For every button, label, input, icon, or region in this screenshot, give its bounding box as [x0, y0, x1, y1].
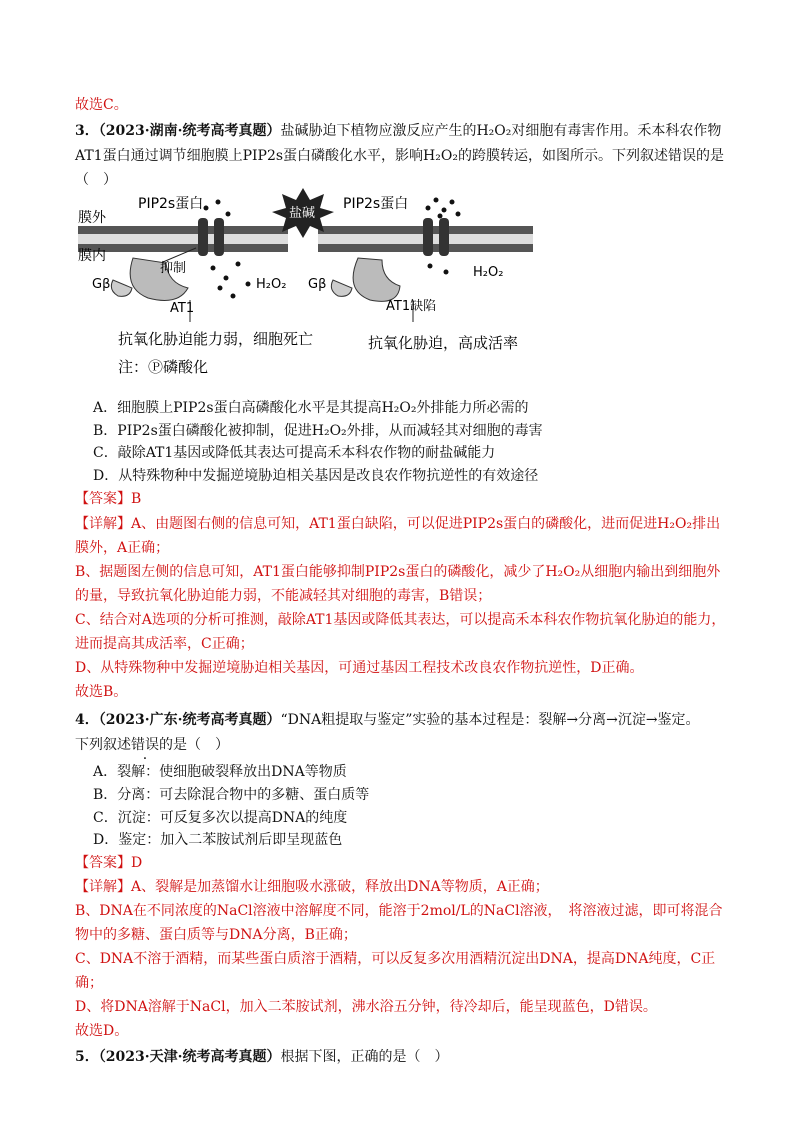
q3-stem-line-2: AT1蛋白通过调节细胞膜上PIP2s蛋白磷酸化水平，影响H₂O₂的跨膜转运，如图所示。下列叙述错误的是: [75, 148, 724, 164]
q5-stem-line-1: [75, 1047, 448, 1067]
q3-detail-1: 【详解】A、由题图右侧的信息可知，AT1蛋白缺陷，可以促进PIP2s蛋白的磷酸化，进而促进H₂O₂排出: [75, 516, 721, 532]
label-salt: 盐碱: [289, 206, 316, 221]
label-inside: 膜内: [78, 248, 106, 264]
q4-stem-post: 的是（ ）: [159, 737, 229, 753]
figure-note: 注：Ⓟ磷酸化: [118, 358, 209, 376]
q5-stem-text-1: 根据下图，正确的是（ ）: [280, 1049, 449, 1065]
q3-detail-5: C、结合对A选项的分析可推测，敲除AT1基因或降低其表达，可以提高禾本科农作物抗氧化胁迫的能力，: [75, 612, 726, 628]
q5-number: 5．: [75, 1049, 99, 1065]
gbeta-right-shape: [331, 280, 352, 296]
q4-option-c: C．沉淀：可反复多次以提高DNA的纯度: [93, 810, 348, 826]
result-right: 抗氧化胁迫，高成活率: [368, 334, 519, 352]
q3-option-b: B．PIP2s蛋白磷酸化被抑制，促进H₂O₂外排，从而减轻其对细胞的毒害: [93, 423, 543, 439]
q3-stem-line-1: [75, 121, 721, 141]
q4-detail-7: 故选D。: [75, 1023, 129, 1039]
q3-option-d: D．从特殊物种中发掘逆境胁迫相关基因是改良农作物抗逆性的有效途径: [93, 468, 539, 484]
q3-detail-6: 进而提高其成活率，C正确；: [75, 636, 254, 652]
membrane-left: [78, 226, 288, 252]
q4-option-b: B．分离：可去除混合物中的多糖、蛋白质等: [93, 787, 370, 803]
q3-option-a: A．细胞膜上PIP2s蛋白高磷酸化水平是其提高H₂O₂外排能力所必需的: [93, 400, 529, 416]
label-outside: 膜外: [78, 210, 106, 226]
at1-missing-shape: [353, 258, 400, 301]
q4-stem-emphasis: 错误: [131, 737, 159, 753]
q4-detail-6: D、将DNA溶解于NaCl，加入二苯胺试剂，沸水浴五分钟，待冷却后，能呈现蓝色，D错误。: [75, 999, 657, 1015]
q4-detail-5: 确；: [75, 975, 103, 991]
q4-stem-line-2: [75, 735, 229, 755]
q4-option-d: D．鉴定：加入二苯胺试剂后即呈现蓝色: [93, 832, 343, 848]
label-h2o2-left: H₂O₂: [256, 277, 287, 292]
label-gbeta-right: Gβ: [308, 277, 327, 292]
label-at1: AT1: [170, 301, 195, 316]
q3-detail-4: 的量，导致抗氧化胁迫能力弱，不能减轻其对细胞的毒害，B错误；: [75, 588, 492, 604]
q3-detail-7: D、从特殊物种中发掘逆境胁迫相关基因，可通过基因工程技术改良农作物抗逆性，D正确。: [75, 660, 644, 676]
q4-number: 4．: [75, 712, 99, 728]
q4-source: （2023·广东·统考高考真题）: [98, 712, 281, 728]
q4-detail-3: 物中的多糖、蛋白质等与DNA分离，B正确；: [75, 927, 357, 943]
q3-membrane-figure: [78, 188, 548, 388]
label-h2o2-right: H₂O₂: [473, 265, 504, 280]
q4-option-a: A．裂解：使细胞破裂释放出DNA等物质: [93, 764, 347, 780]
q4-stem-line-1: [75, 710, 700, 730]
q3-source: （2023·湖南·统考高考真题）: [98, 123, 281, 139]
q3-detail-8: 故选B。: [75, 684, 128, 700]
q4-answer: 【答案】D: [75, 855, 143, 871]
q3-detail-3: B、据题图左侧的信息可知，AT1蛋白能够抑制PIP2s蛋白的磷酸化，减少了H₂O₂从细胞内输出到细胞外: [75, 564, 721, 580]
previous-answer-conclusion: 故选C。: [75, 97, 128, 113]
q3-option-c: C．敲除AT1基因或降低其表达可提高禾本科农作物的耐盐碱能力: [93, 445, 496, 461]
q3-number: 3．: [75, 123, 99, 139]
q4-stem-text-1: “DNA粗提取与鉴定”实验的基本过程是：裂解→分离→沉淀→鉴定。: [280, 712, 700, 728]
q3-stem-line-3: （ ）: [75, 172, 117, 188]
q4-detail-1: 【详解】A、裂解是加蒸馏水让细胞吸水涨破，释放出DNA等物质，A正确；: [75, 879, 549, 895]
result-left: 抗氧化胁迫能力弱，细胞死亡: [118, 330, 314, 348]
gbeta-left-shape: [111, 280, 132, 296]
q3-detail-2: 膜外，A正确；: [75, 540, 170, 556]
q4-stem-pre: 下列叙述: [75, 737, 131, 753]
label-inhibit: 抑制: [160, 261, 187, 276]
q3-answer: 【答案】B: [75, 491, 142, 507]
label-pip2s-right: PIP2s蛋白: [343, 196, 409, 212]
q4-detail-2: B、DNA在不同浓度的NaCl溶液中溶解度不同，能溶于2mol/L的NaCl溶液， 将溶液过滤，即可将混合: [75, 903, 723, 919]
q3-stem-text-1: 盐碱胁迫下植物应激反应产生的H₂O₂对细胞有毒害作用。禾本科农作物: [280, 123, 722, 139]
label-at1-missing: AT1缺陷: [386, 299, 437, 314]
q5-source: （2023·天津·统考高考真题）: [98, 1049, 281, 1065]
label-pip2s-left: PIP2s蛋白: [138, 196, 204, 212]
label-gbeta-left: Gβ: [92, 277, 111, 292]
q4-detail-4: C、DNA不溶于酒精，而某些蛋白质溶于酒精，可以反复多次用酒精沉淀出DNA，提高DNA纯度，C正: [75, 951, 716, 967]
